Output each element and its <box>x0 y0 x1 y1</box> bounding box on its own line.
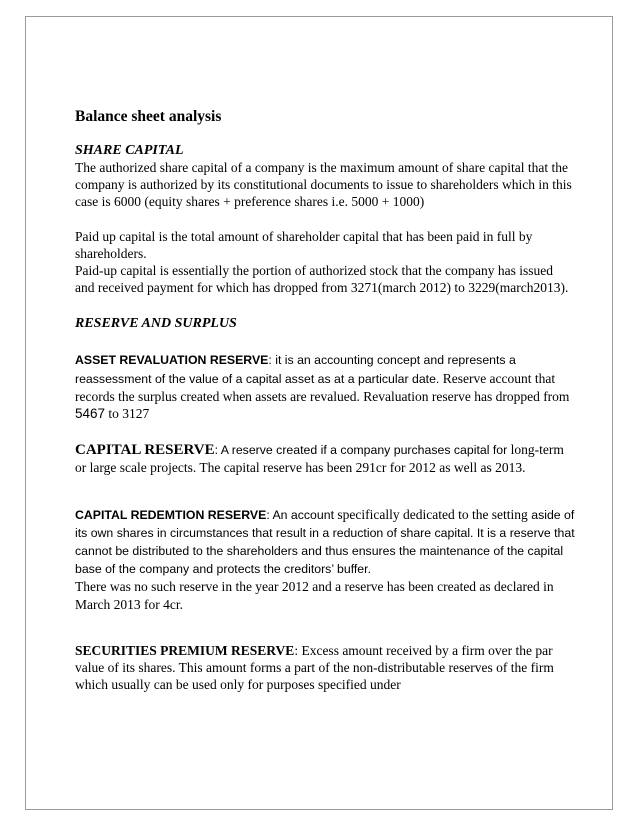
asset-revaluation-definition: : it is an accounting concept and represents a reassessment of the value of a capital asset as at a particular date. <box>75 353 516 386</box>
capital-reserve-detail: long-term or large scale projects. The capital reserve has been 291cr for 2012 as well as 2013. <box>75 442 564 476</box>
securities-premium-definition: : Excess amount received by a firm over the par value of its shares. This amount forms a part of the non-distributable reserves of the firm which usually can be used only for purposes specified under <box>75 642 554 693</box>
securities-premium-paragraph <box>75 642 575 694</box>
reserve-surplus-heading: RESERVE AND SURPLUS <box>75 316 237 332</box>
asset-revaluation-paragraph <box>75 351 575 422</box>
capital-redemption-term: CAPITAL REDEMTION RESERVE <box>75 507 267 522</box>
asset-revaluation-term: ASSET REVALUATION RESERVE <box>75 353 269 368</box>
asset-revaluation-new-value: to 3127 <box>105 406 150 422</box>
capital-reserve-definition: : A reserve created if a company purchases capital for <box>214 443 508 458</box>
capital-redemption-note: There was no such reserve in the year 2012 and a reserve has been created as declared in March 2013 for 4cr. <box>75 579 554 612</box>
document-body <box>75 108 575 693</box>
capital-redemption-paragraph <box>75 506 575 579</box>
securities-premium-term: SECURITIES PREMIUM RESERVE <box>75 642 295 658</box>
capital-redemption-intro: : An account <box>266 507 334 522</box>
document-title: Balance sheet analysis <box>75 108 222 125</box>
asset-revaluation-old-value: 5467 <box>75 406 106 422</box>
asset-revaluation-detail: Reserve account that records the surplus created when assets are revalued. Revaluation reserve has dropped from <box>75 370 570 404</box>
authorized-capital-paragraph: The authorized share capital of a company is the maximum amount of share capital that the company is authorized by its constitutional documents to issue to shareholders which in this case is 6000 (equity shares + preference shares i.e. 5000 + 1000) <box>75 160 572 210</box>
share-capital-heading: SHARE CAPITAL <box>75 143 184 158</box>
capital-reserve-term: CAPITAL RESERVE <box>75 442 215 459</box>
capital-reserve-paragraph <box>75 441 575 476</box>
capital-redemption-definition: aside of its own shares in circumstances that result in a reduction of share capital. It is a reserve that cannot be distributed to the shareholders and thus ensures the maintenance of the capital base of the company and protects the creditors’ buffer. <box>75 507 575 577</box>
capital-redemption-serif-text: specifically dedicated to the setting <box>334 506 528 522</box>
paid-up-capital-detail: Paid-up capital is essentially the portion of authorized stock that the company has issued and received payment for which has dropped from 3271(march 2012) to 3229(march2013). <box>75 263 569 296</box>
paid-up-capital-paragraph: Paid up capital is the total amount of shareholder capital that has been paid in full by shareholders. <box>75 228 533 261</box>
